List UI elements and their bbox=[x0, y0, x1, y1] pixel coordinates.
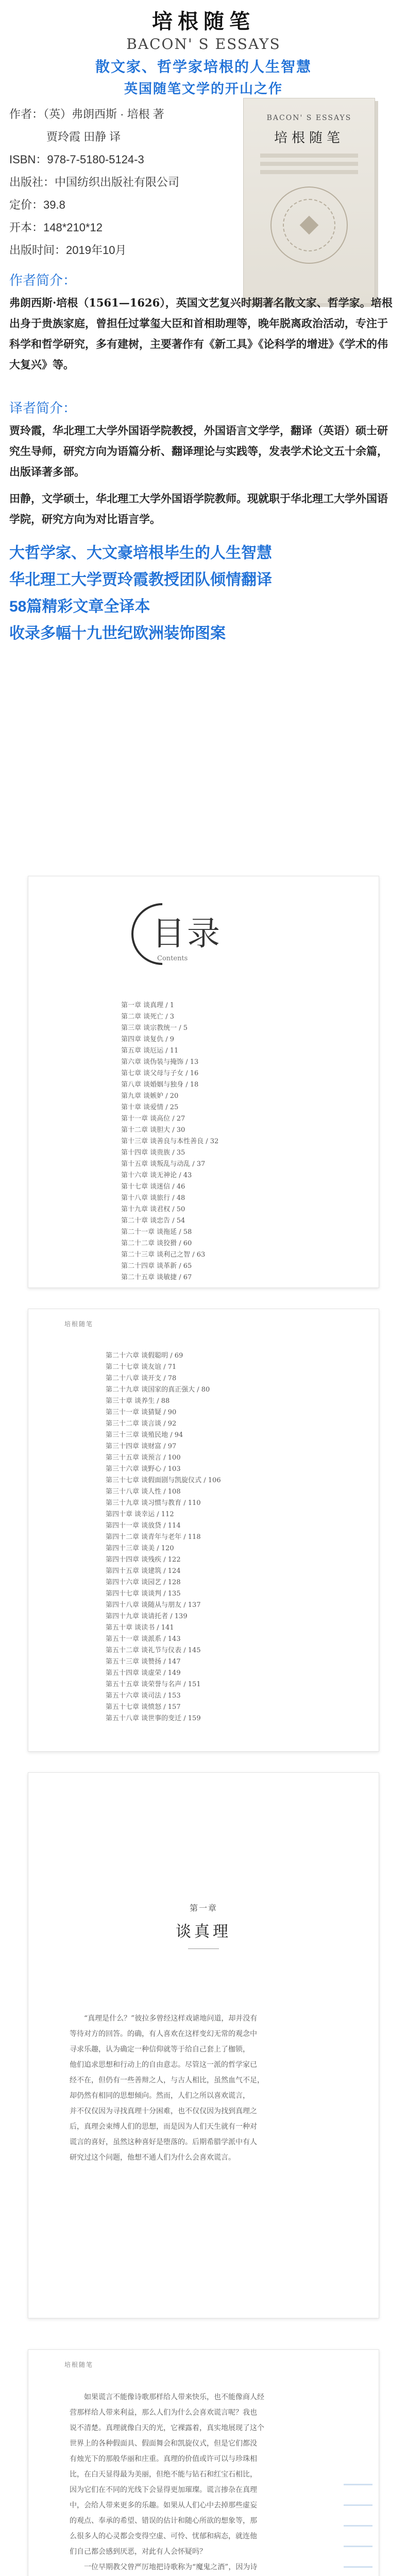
cover-decor-line bbox=[260, 154, 358, 158]
toc-item: 第四十九章 谈请托者 / 139 bbox=[106, 1613, 188, 1620]
toc-item: 第十五章 谈叛乱与动乱 / 37 bbox=[121, 1160, 206, 1168]
toc-item: 第一章 谈真理 / 1 bbox=[121, 1002, 175, 1009]
toc-heading: 目录 bbox=[152, 915, 222, 953]
body-line: 的观点、奉承的希望、错误的估计和随心所欲的想象等，那 bbox=[70, 2517, 257, 2525]
toc-item: 第三章 谈宗教统一 / 5 bbox=[121, 1024, 188, 1032]
info-label: 出版社： bbox=[9, 176, 55, 189]
toc-item: 第二十二章 谈狡猾 / 60 bbox=[121, 1240, 192, 1247]
toc-item: 第四十八章 谈随从与朋友 / 137 bbox=[106, 1601, 201, 1609]
toc-heading-en: Contents bbox=[157, 955, 188, 962]
toc-item: 第三十九章 谈习惯与教育 / 110 bbox=[106, 1499, 201, 1507]
toc-list-2 bbox=[106, 1350, 332, 1724]
toc-item: 第三十四章 谈财富 / 97 bbox=[106, 1443, 177, 1450]
toc-item: 第二十六章 谈假聪明 / 69 bbox=[106, 1352, 183, 1360]
body-line: 中，会给人带来更多的乐趣。如果从人们心中去掉那些虚妄 bbox=[70, 2501, 257, 2510]
body-line: “真理是什么？”彼拉多曾经这样戏谑地问道，却并没有 bbox=[84, 2014, 258, 2023]
toc-item: 第五十章 谈读书 / 141 bbox=[106, 1624, 174, 1632]
toc-item: 第二十章 谈忠告 / 54 bbox=[121, 1217, 185, 1225]
translator-bio-2: 田静，文学硕士，华北理工大学外国语学院教师。现就职于华北理工大学外国语学院，研究方向为对比语言学。 bbox=[9, 492, 388, 526]
toc-item: 第四十一章 谈放贷 / 114 bbox=[106, 1522, 181, 1530]
chapter-body bbox=[28, 2369, 379, 2576]
body-line: 们自己都会感到厌恶，对此有人会怀疑吗？ bbox=[70, 2548, 207, 2556]
body-line: 他们追求思想和行动上的自由意志。尽管这一派的哲学家已 bbox=[70, 2061, 257, 2069]
info-value: 中国纺织出版社有限公司 bbox=[55, 176, 180, 189]
cover-ornament-icon bbox=[270, 187, 348, 264]
chapter-page-1 bbox=[28, 1772, 379, 2318]
toc-item: 第三十八章 谈人性 / 108 bbox=[106, 1488, 181, 1496]
toc-item: 第二十五章 谈敏捷 / 67 bbox=[121, 1274, 192, 1281]
info-value: 39.8 bbox=[43, 198, 65, 211]
selling-point: 58篇精彩文章全译本 bbox=[9, 598, 150, 615]
chapter-page-2 bbox=[28, 2349, 379, 2576]
toc-item: 第五十八章 谈世事的变迁 / 159 bbox=[106, 1715, 201, 1722]
toc-item: 第五十一章 谈派系 / 143 bbox=[106, 1635, 181, 1643]
toc-item: 第五十七章 谈愤怒 / 157 bbox=[106, 1703, 181, 1711]
book-title: 培根随笔 bbox=[152, 9, 255, 33]
info-row-price bbox=[9, 194, 231, 216]
body-line: 一位早期教父曾严厉地把诗歌称为“魔鬼之酒”，因为诗 bbox=[84, 2563, 258, 2571]
body-line: 经不在，但仍有一些善辩之人，与古人相比，虽然血气不足， bbox=[70, 2076, 264, 2084]
toc-item: 第二十四章 谈革新 / 65 bbox=[121, 1262, 192, 1270]
toc-item: 第二十一章 谈拖延 / 58 bbox=[121, 1228, 192, 1236]
info-label: 开本： bbox=[9, 221, 44, 234]
selling-point: 华北理工大学贾玲霞教授团队倾情翻译 bbox=[9, 571, 272, 588]
book-info-list bbox=[9, 103, 231, 262]
body-line: 谎言的喜好，虽然这种喜好是堕落的。后期希腊学派中有人 bbox=[70, 2138, 257, 2146]
toc-item: 第十三章 谈善良与本性善良 / 32 bbox=[121, 1138, 219, 1145]
toc-item: 第十一章 谈高位 / 27 bbox=[121, 1115, 185, 1123]
author-section bbox=[0, 268, 407, 375]
info-row-isbn bbox=[9, 148, 231, 171]
toc-item: 第五十三章 谈赞扬 / 147 bbox=[106, 1658, 181, 1666]
info-row-date bbox=[9, 239, 231, 262]
body-line: 等待对方的回答。的确，有人喜欢在这样变幻无常的观念中 bbox=[70, 2030, 257, 2038]
toc-item: 第十九章 谈君权 / 50 bbox=[121, 1206, 185, 1213]
info-value: 贾玲霞 田静 译 bbox=[46, 130, 121, 143]
body-line: 比，在白天显得最为美丽，但绝不能与钻石和红宝石相比， bbox=[70, 2470, 257, 2479]
translator-section bbox=[0, 396, 407, 530]
toc-page-1 bbox=[28, 876, 379, 1288]
cover-text-lines bbox=[255, 154, 363, 174]
selling-point: 收录多幅十九世纪欧洲装饰图案 bbox=[9, 625, 226, 642]
body-line: 因为它们在不同的光线下会显得更加璀璨。谎言掺杂在真理 bbox=[70, 2486, 257, 2494]
toc-item: 第三十二章 谈言谈 / 92 bbox=[106, 1420, 177, 1428]
chapter-number: 第一章 bbox=[189, 1903, 217, 1913]
info-label: 出版时间： bbox=[9, 244, 66, 257]
book-info-block bbox=[0, 103, 407, 392]
toc-item: 第五十五章 谈荣誉与名声 / 151 bbox=[106, 1681, 201, 1688]
author-bio: 弗朗西斯·培根（1561—1626），英国文艺复兴时期著名散文家、哲学家。培根出身于贵族家庭，曾担任过掌玺大臣和首相助理等，晚年脱离政治活动，专注于科学和哲学研究，多有建树，主要著作有《新工具》《论科学的增进》《学术的伟大复兴》等。 bbox=[9, 296, 393, 371]
cover-en-title: BACON' S ESSAYS bbox=[266, 114, 352, 122]
body-line: 世界上的各种假面具、假面舞会和凯旋仪式，但是它们都没 bbox=[70, 2439, 257, 2448]
toc-item: 第三十七章 谈假面剧与凯旋仪式 / 106 bbox=[106, 1477, 221, 1484]
tagline-1: 散文家、哲学家培根的人生智慧 bbox=[95, 58, 312, 75]
toc-item: 第三十六章 谈野心 / 103 bbox=[106, 1465, 181, 1473]
toc-item: 第四十四章 谈残疾 / 122 bbox=[106, 1556, 181, 1564]
translator-section-title: 译者简介： bbox=[9, 400, 77, 416]
toc-item: 第十六章 谈无神论 / 43 bbox=[121, 1172, 192, 1179]
toc-item: 第六章 谈伪装与掩饰 / 13 bbox=[121, 1058, 199, 1066]
toc-list-1 bbox=[121, 1000, 337, 1283]
body-line: 并不仅仅因为寻找真理十分困难，也不仅仅因为找到真理之 bbox=[70, 2107, 257, 2115]
toc-item: 第四十三章 谈美 / 120 bbox=[106, 1545, 174, 1552]
tagline-2: 英国随笔文学的开山之作 bbox=[124, 81, 283, 97]
side-decoration bbox=[344, 2484, 372, 2576]
chapter-body bbox=[28, 1949, 379, 2165]
info-label: ISBN： bbox=[9, 153, 47, 166]
info-row-translator bbox=[9, 126, 231, 148]
body-line: 后，真理会束缚人们的思想，而是因为人们天生就有一种对 bbox=[70, 2123, 257, 2131]
author-section-title: 作者简介： bbox=[9, 273, 77, 288]
toc-item: 第二十七章 谈友谊 / 71 bbox=[106, 1363, 177, 1371]
info-row-format bbox=[9, 216, 231, 239]
toc-item: 第三十五章 谈预言 / 100 bbox=[106, 1454, 181, 1462]
body-line: 营那样给人带来利益，那么人们为什么会喜欢谎言呢？我也 bbox=[70, 2409, 257, 2417]
toc-item: 第四十章 谈幸运 / 112 bbox=[106, 1511, 174, 1518]
toc-item: 第三十一章 谈猜疑 / 90 bbox=[106, 1409, 177, 1416]
info-value: 148*210*12 bbox=[43, 221, 103, 234]
toc-item: 第九章 谈嫉妒 / 20 bbox=[121, 1092, 179, 1100]
selling-point: 大哲学家、大文豪培根毕生的人生智慧 bbox=[9, 545, 272, 562]
toc-item: 第五章 谈厄运 / 11 bbox=[121, 1047, 179, 1055]
running-header: 培根随笔 bbox=[64, 2361, 94, 2368]
page-header bbox=[0, 0, 407, 103]
toc-item: 第四章 谈复仇 / 9 bbox=[121, 1036, 175, 1043]
toc-item: 第二章 谈死亡 / 3 bbox=[121, 1013, 175, 1021]
toc-item: 第二十三章 谈利己之智 / 63 bbox=[121, 1251, 206, 1259]
toc-item: 第四十七章 谈谈判 / 135 bbox=[106, 1590, 181, 1598]
cover-decor-line bbox=[260, 162, 358, 166]
toc-page-2 bbox=[28, 1309, 379, 1752]
cover-decor-line bbox=[260, 170, 358, 174]
toc-item: 第四十二章 谈青年与老年 / 118 bbox=[106, 1533, 201, 1541]
chapter-heading bbox=[28, 1902, 379, 1949]
toc-heading-wrap bbox=[152, 907, 222, 962]
selling-points bbox=[0, 540, 407, 647]
toc-item: 第十章 谈爱情 / 25 bbox=[121, 1104, 179, 1111]
toc-item: 第十七章 谈迷信 / 46 bbox=[121, 1183, 185, 1191]
chapter-name: 谈真理 bbox=[176, 1923, 231, 1941]
cover-cn-title: 培根随笔 bbox=[274, 130, 344, 146]
body-line: 有烛光下的那般华丽和庄重。真理的价值或许可以与珍珠相 bbox=[70, 2455, 257, 2463]
info-row-author bbox=[9, 103, 231, 126]
toc-item: 第五十二章 谈礼节与仪表 / 145 bbox=[106, 1647, 201, 1654]
toc-item: 第七章 谈父母与子女 / 16 bbox=[121, 1070, 199, 1077]
info-value: 2019年10月 bbox=[66, 244, 127, 257]
toc-item: 第十八章 谈旅行 / 48 bbox=[121, 1194, 185, 1202]
body-line: 么很多人的心灵都会变得空虚、可怜、忧郁和病态，就连他 bbox=[70, 2532, 257, 2540]
body-line: 如果谎言不能像诗歌那样给人带来快乐，也不能像商人经 bbox=[84, 2393, 264, 2401]
toc-item: 第二十九章 谈国家的真正强大 / 80 bbox=[106, 1386, 210, 1394]
toc-item: 第三十三章 谈殖民地 / 94 bbox=[106, 1431, 183, 1439]
toc-item: 第十四章 谈贵族 / 35 bbox=[121, 1149, 185, 1157]
info-label: 定价： bbox=[9, 198, 44, 211]
info-value: （英）弗朗西斯 · 培根 著 bbox=[43, 108, 164, 121]
body-line: 寻求乐趣，认为确定一种信仰就等于给自己套上了枷锁， bbox=[70, 2045, 250, 2054]
toc-item: 第五十六章 谈司法 / 153 bbox=[106, 1692, 181, 1700]
body-line: 研究过这个问题，他想不通人们为什么会喜欢谎言。 bbox=[70, 2154, 235, 2162]
info-label: 作者： bbox=[9, 108, 44, 121]
body-line: 说不清楚。真理就像白天的光，它裸露着，真实地展现了这个 bbox=[70, 2424, 264, 2432]
body-line: 却仍然有相同的思想倾向。然而，人们之所以喜欢谎言， bbox=[70, 2092, 250, 2100]
toc-item: 第四十六章 谈园艺 / 128 bbox=[106, 1579, 181, 1586]
toc-item: 第三十章 谈养生 / 88 bbox=[106, 1397, 170, 1405]
toc-item: 第四十五章 谈建筑 / 124 bbox=[106, 1567, 181, 1575]
info-row-publisher bbox=[9, 171, 231, 194]
toc-item: 第八章 谈婚姻与独身 / 18 bbox=[121, 1081, 199, 1089]
toc-arc-decoration bbox=[118, 890, 206, 978]
toc-item: 第十二章 谈胆大 / 30 bbox=[121, 1126, 185, 1134]
info-value: 978-7-5180-5124-3 bbox=[47, 153, 144, 166]
book-subtitle: BACON' S ESSAYS bbox=[126, 36, 281, 53]
toc-item: 第五十四章 谈虚荣 / 149 bbox=[106, 1669, 181, 1677]
translator-bio-1: 贾玲霞，华北理工大学外国语学院教授，外国语言文学学，翻译（英语）硕士研究生导师，研究方向为语篇分析、翻译理论与实践等，发表学术论文五十余篇，出版译著多部。 bbox=[9, 424, 388, 478]
running-header: 培根随笔 bbox=[64, 1320, 94, 1328]
toc-item: 第二十八章 谈开支 / 78 bbox=[106, 1375, 177, 1382]
